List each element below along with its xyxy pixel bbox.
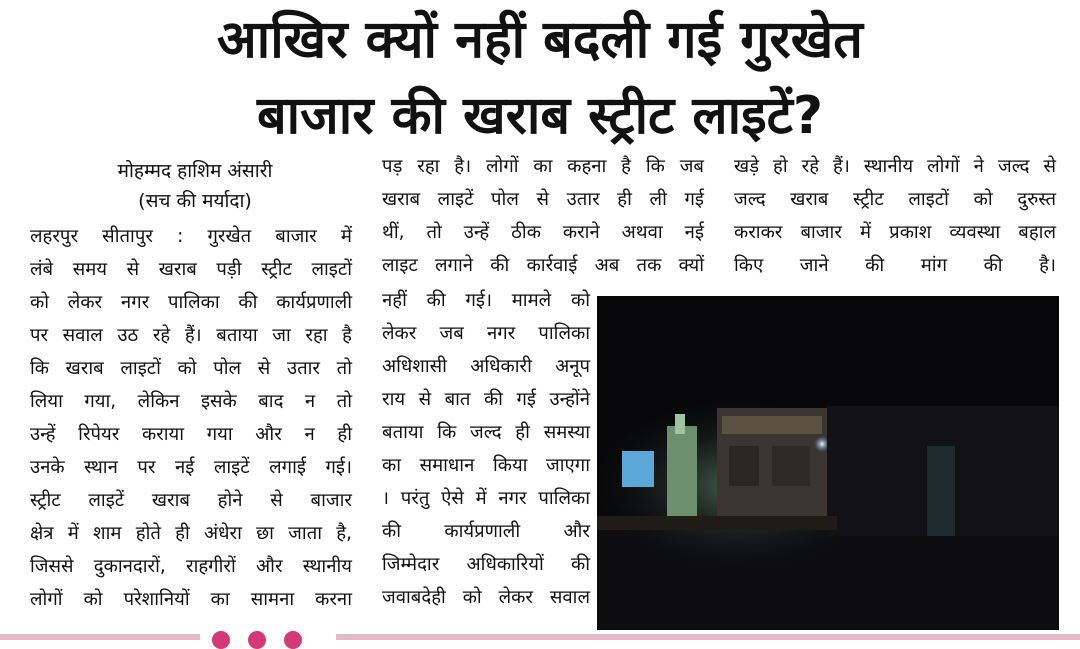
byline-publication: (सच की मर्यादा): [138, 190, 252, 212]
pink-dot: [248, 631, 266, 649]
article-line: पर सवाल उठ रहे हैं। बताया जा रहा है: [30, 325, 352, 346]
article-line: थीं, तो उन्हें ठीक कराने अथवा नई: [382, 222, 704, 243]
article-line: किए जाने की मांग की है।: [734, 255, 1056, 276]
article-line: कि खराब लाइटों को पोल से उतार तो: [30, 358, 352, 379]
article-line: अधिशासी अधिकारी अनूप: [382, 356, 590, 377]
article-line: लोगों को परेशानियों का सामना करना: [30, 589, 352, 610]
bottom-bar-right: [336, 634, 1080, 640]
article-column-2-top: [382, 150, 704, 282]
article-line: लाइट लगाने की कार्रवाई अब तक क्यों: [382, 255, 704, 276]
article-line: लेकर जब नगर पालिका: [382, 323, 590, 344]
photo-scene: [597, 296, 1059, 630]
article-line: लंबे समय से खराब पड़ी स्ट्रीट लाइटों: [30, 259, 352, 280]
article-line: खड़े हो रहे हैं। स्थानीय लोगों ने जल्द से: [734, 156, 1056, 177]
article-column-3: [734, 150, 1056, 282]
article-line: जिससे दुकानदारों, राहगीरों और स्थानीय: [30, 556, 352, 577]
article-line: जल्द खराब स्ट्रीट लाइटों को दुरुस्त: [734, 189, 1056, 210]
article-line: नहीं की गई। मामले को: [382, 290, 590, 311]
article-line: जिम्मेदार अधिकारियों की: [382, 554, 590, 575]
headline-line-2: बाजार की खराब स्ट्रीट लाइटें?: [256, 86, 823, 146]
article-line: स्ट्रीट लाइटें खराब होने से बाजार: [30, 490, 352, 511]
pink-dot: [212, 631, 230, 649]
article-line: पड़ रहा है। लोगों का कहना है कि जब: [382, 156, 704, 177]
article-column-2-narrow: [382, 284, 590, 614]
article-line: की कार्यप्रणाली और: [382, 521, 590, 542]
article-line: खराब लाइटें पोल से उतार ही ली गई: [382, 189, 704, 210]
pink-dot: [284, 631, 302, 649]
headline-line-1: आखिर क्यों नहीं बदली गई गुरखेत: [217, 10, 863, 70]
night-market-photo: [597, 296, 1059, 630]
article-line: को लेकर नगर पालिका की कार्यप्रणाली: [30, 292, 352, 313]
article-line: उनके स्थान पर नई लाइटें लगाई गई।: [30, 457, 352, 478]
article-line: लिया गया, लेकिन इसके बाद न तो: [30, 391, 352, 412]
article-line: कराकर बाजार में प्रकाश व्यवस्था बहाल: [734, 222, 1056, 243]
bottom-decorative-bar: [0, 631, 1080, 640]
article-line: जवाबदेही को लेकर सवाल: [382, 587, 590, 608]
article-line: लहरपुर सीतापुर : गुरखेत बाजार में: [30, 226, 352, 247]
article-column-1: [30, 220, 352, 616]
article-line: । परंतु ऐसे में नगर पालिका: [382, 488, 590, 509]
article-line: का समाधान किया जाएगा: [382, 455, 590, 476]
bottom-bar-left: [0, 634, 200, 640]
article-line: बताया कि जल्द ही समस्या: [382, 422, 590, 443]
article-line: उन्हें रिपेयर कराया गया और न ही: [30, 424, 352, 445]
byline-author: मोहम्मद हाशिम अंसारी: [117, 160, 273, 182]
article-line: राय से बात की गई उन्होंने: [382, 389, 590, 410]
article-line: क्षेत्र में शाम होते ही अंधेरा छा जाता है,: [30, 523, 352, 544]
